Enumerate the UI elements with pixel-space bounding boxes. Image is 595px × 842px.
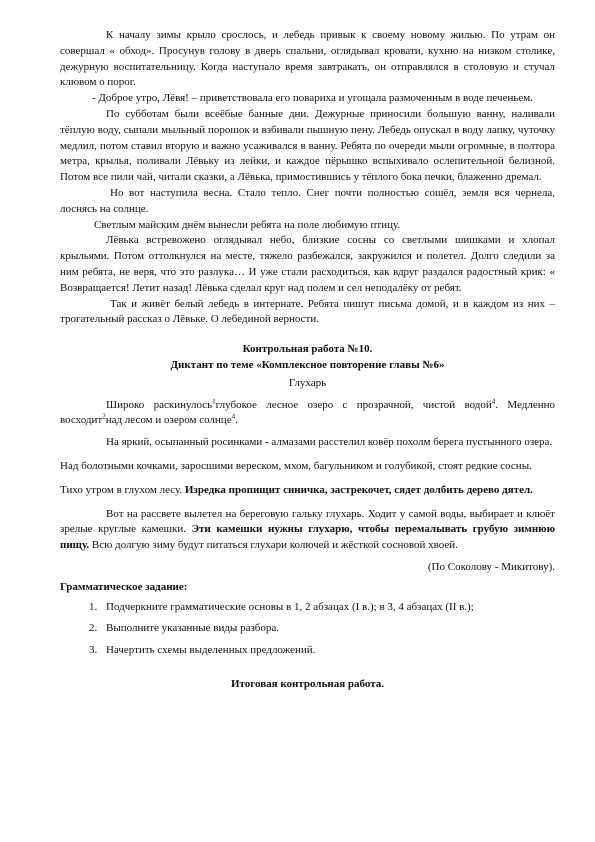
dictation-paragraph-4: [60, 483, 555, 499]
list-item: 2. Выполните указанные виды разбора.: [100, 621, 555, 637]
dictation-subtitle: Диктант по теме «Комплексное повторение главы №6»: [170, 358, 445, 371]
parse-mark: 1: [212, 396, 216, 405]
list-item: 1. Подчеркните грамматические основы в 1, 2 абзацах (I в.); в 3, 4 абзацах (II в.);: [100, 600, 555, 616]
grammar-task-list: [60, 600, 555, 659]
dictation-paragraph-5: [60, 507, 555, 554]
text-fragment: Всю долгую зиму будут питаться глухари колючей и жёсткой сосновой хвоей.: [91, 539, 458, 552]
text-fragment: Вот на рассвете вылетел на береговую гальку глухарь. Ходит у самой воды, выбирает и клюёт зрелые круглые камешки.: [60, 507, 555, 536]
paragraph-ending: Так и живёт белый лебедь в интернате. Ребята пишут письма домой, и в каждом из них – трогательный рассказ о Лёвьке. О лебединой верности.: [60, 297, 555, 326]
paragraph-winter: К началу зимы крыло срослось, и лебедь привык к своему новому жилью. По утрам он совершал « обход». Просунув голову в дверь спальни, оглядывал кровати, кухню на низком столике, дежурную воспитательницу. Когда наступало время завтракать, он отправлялся в столовую и стучал клювом о порог.: [60, 29, 555, 89]
text-fragment: над лесом и озером солнце: [105, 414, 232, 427]
page-content: [60, 28, 555, 693]
paragraph-greeting: - Доброе утро, Лёвя! – приветствовала его повариха и угощала размоченным в воде печеньем.: [92, 92, 533, 105]
paragraph-may-day: Светлым майским днём вынесли ребята на поле любимую птицу.: [94, 218, 401, 231]
text-fragment: Тихо утром в глухом лесу.: [60, 483, 183, 496]
dictation-paragraph-3: Над болотными кочками, заросшими вереском, мхом, багульником и голубикой, стоят редкие сосны.: [60, 459, 532, 472]
text-fragment: . Медленно восходит: [60, 398, 555, 427]
dictation-heading: Глухарь: [288, 376, 327, 389]
dictation-paragraph-2: На яркий, осыпанный росинками - алмазами расстелил ковёр похолм берега пустынного озера.: [106, 436, 553, 449]
list-item: 3. Начертить схемы выделенных предложений.: [100, 643, 555, 659]
paragraph-bath-days: По субботам были всеёбые банные дни. Дежурные приносили большую ванну, наливали тёплую воду, сыпали мыльный порошок и взбивали пышную пену. Лебедь опускал в воду лапку, чуточку медлил, потом ставил вторую и важно усаживался в ванну. Ребята по очереди мыли огромные, в полтора метра, крылья, поливали Лёвьку из лейки, и каждое пёрышко вспыхивало ослепительной белизной. Потом все пили чай, читали сказки, а Лёвька, примостившись у тёплого бока печки, блаженно дремал.: [60, 107, 555, 184]
text-fragment: глубокое лесное озеро с прозрачной, чистой водой: [215, 398, 492, 411]
grammar-task-title: Грамматическое задание:: [60, 580, 188, 593]
parse-mark: 2: [102, 412, 106, 421]
parse-mark: 4: [491, 396, 496, 405]
text-fragment: .: [235, 414, 238, 427]
paragraph-spring: Но вот наступила весна. Стало тепло. Снег почти полностью сошёл, земля вся чернела, лоснясь на солнце.: [60, 186, 555, 215]
paragraph-flight: Лёвька встревожено оглядывал небо, близкие сосны со светлыми шишками и хлопал крыльями. Потом оттолкнулся на месте, тяжело разбежался, закружился и полетел. Долго следили за ним ребята, не веря, что это разлука… И уже стали расходиться, как вдруг раздался радостный крик: « Возвращается! Летит назад! Лёвька сделал круг над полем и сел неподалёку от ребят.: [60, 234, 555, 294]
final-test-title: Итоговая контрольная работа.: [230, 677, 385, 690]
text-fragment: Широко раскинулось: [106, 398, 213, 411]
parse-mark: 4: [231, 412, 236, 421]
author-credit: (По Соколову - Микитову).: [427, 560, 555, 573]
test-title: Контрольная работа №10.: [242, 343, 373, 356]
highlighted-sentence: Эти камешки нужны глухарю, чтобы перемалывать грубую зимнюю пищу.: [60, 523, 555, 552]
highlighted-sentence: Изредка пропищит синичка, застрекочет, сядет долбить дерево дятел.: [184, 483, 533, 496]
dictation-paragraph-1: [60, 398, 555, 430]
